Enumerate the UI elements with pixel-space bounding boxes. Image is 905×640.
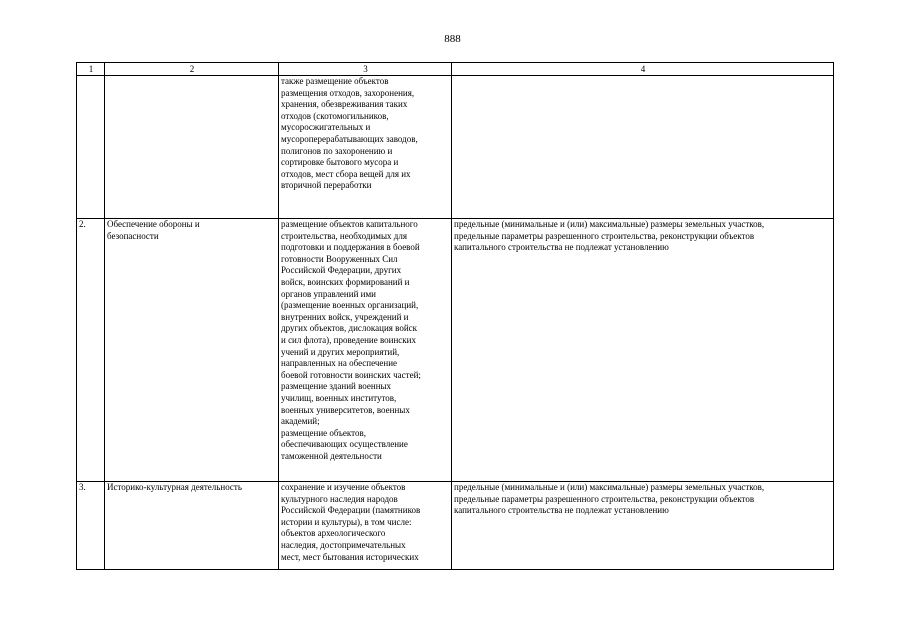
table-row [77, 482, 834, 570]
use-type-description-cell [279, 482, 452, 570]
page-number: 888 [444, 33, 461, 45]
text-line: предельные (минимальные и (или) максимальные) размеры земельных участков, [454, 482, 765, 492]
table-header-row [77, 63, 834, 76]
text-line: отходов (скотомогильников, [281, 110, 389, 121]
text-line: подготовки и поддержания в боевой [281, 242, 420, 253]
text-line: сортировке бытового мусора и [281, 157, 399, 168]
text-line: и сил флота), проведение воинских [281, 334, 416, 345]
row-number-cell: 3. [77, 482, 105, 570]
use-type-name-cell [105, 76, 279, 219]
text-line: органов управлений ими [281, 288, 376, 299]
text-line: Российской Федерации, других [281, 265, 402, 276]
text-line: готовности Вооруженных Сил [281, 253, 398, 264]
text-line: (размещение военных организаций, [281, 300, 419, 311]
text-line: истории и культуры), в том числе: [281, 516, 412, 527]
text-line: размещение объектов, [281, 427, 366, 438]
text-line: таможенной деятельности [281, 450, 382, 461]
text-line: культурного наследия народов [281, 493, 398, 504]
row-number-cell: 2. [77, 219, 105, 482]
column-header-3: 3 [279, 63, 452, 76]
text-line: капитального строительства не подлежат установлению [454, 505, 669, 516]
text-line: вторичной переработки [281, 180, 372, 191]
text-line: военных университетов, военных [281, 404, 410, 415]
text-line: Историко-культурная деятельность [107, 482, 242, 492]
text-line: предельные параметры разрешенного строительства, реконструкции объектов [454, 493, 755, 504]
text-line: боевой готовности воинских частей; [281, 369, 421, 380]
text-line: направленных на обеспечение [281, 358, 398, 369]
text-line: войск, воинских формирований и [281, 276, 410, 287]
text-line: также размещение объектов [281, 76, 389, 86]
text-line: размещение зданий военных [281, 381, 392, 392]
table-row [77, 219, 834, 482]
row-number-cell [77, 76, 105, 219]
column-header-4: 4 [452, 63, 834, 76]
table-row [77, 76, 834, 219]
text-line: академий; [281, 416, 320, 427]
text-line: училищ, военных институтов, [281, 392, 397, 403]
text-line: безопасности [107, 230, 159, 241]
text-line: предельные параметры разрешенного строительства, реконструкции объектов [454, 230, 755, 241]
text-line: полигонов по захоронению и [281, 145, 393, 156]
text-line: сохранение и изучение объектов [281, 482, 406, 492]
text-line: мусоросжигательных и [281, 122, 371, 133]
text-line: учений и других мероприятий, [281, 346, 400, 357]
text-line: наследия, достопримечательных [281, 539, 406, 550]
use-type-name-cell [105, 482, 279, 570]
parameters-cell [452, 219, 834, 482]
column-header-2: 2 [105, 63, 279, 76]
use-type-description-cell [279, 76, 452, 219]
text-line: мест, мест бытования исторических [281, 551, 419, 562]
text-line: внутренних войск, учреждений и [281, 311, 409, 322]
text-line: обеспечивающих осуществление [281, 439, 408, 450]
text-line: других объектов, дислокация войск [281, 323, 418, 334]
text-line: объектов археологического [281, 528, 386, 539]
parameters-cell [452, 482, 834, 570]
column-header-1: 1 [77, 63, 105, 76]
text-line: отходов, мест сбора вещей для их [281, 168, 411, 179]
text-line: капитального строительства не подлежат установлению [454, 242, 669, 253]
land-use-table [76, 62, 834, 570]
text-line: мусороперерабатывающих заводов, [281, 133, 418, 144]
text-line: Российской Федерации (памятников [281, 505, 421, 516]
text-line: размещение объектов капитального [281, 219, 418, 229]
text-line: Обеспечение обороны и [107, 219, 200, 229]
use-type-name-cell [105, 219, 279, 482]
text-line: предельные (минимальные и (или) максимальные) размеры земельных участков, [454, 219, 765, 229]
text-line: строительства, необходимых для [281, 230, 407, 241]
text-line: размещения отходов, захоронения, [281, 87, 415, 98]
use-type-description-cell [279, 219, 452, 482]
parameters-cell [452, 76, 834, 219]
text-line: хранения, обезвреживания таких [281, 99, 408, 110]
